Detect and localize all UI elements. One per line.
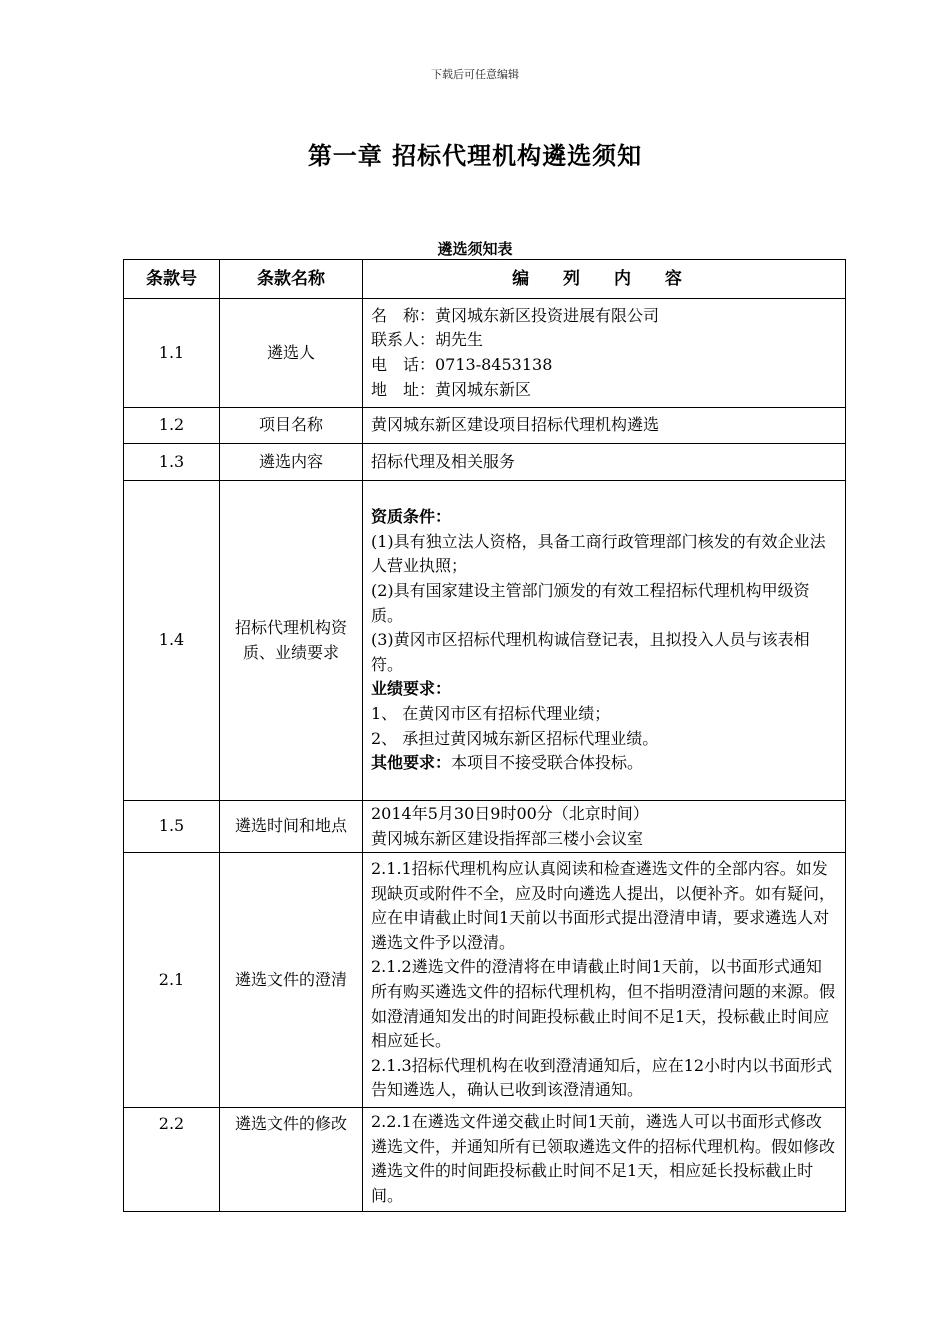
- table-row: [124, 444, 846, 481]
- clause-name: 项目名称: [220, 408, 363, 444]
- column-header-content: 编 列 内 容: [363, 260, 846, 299]
- column-header-clause-name: 条款名称: [220, 260, 363, 299]
- content-line: 名 称：黄冈城东新区投资进展有限公司: [371, 305, 660, 325]
- clause-content: 黄冈城东新区建设项目招标代理机构遴选: [363, 408, 846, 444]
- table-row: [124, 1108, 846, 1212]
- clause-name: 遴选人: [220, 299, 363, 408]
- table-row: [124, 408, 846, 444]
- clause-no: 1.5: [124, 801, 220, 853]
- clause-name: 招标代理机构资质、业绩要求: [220, 481, 363, 801]
- other-text: 本项目不接受联合体投标。: [451, 753, 644, 773]
- content-paragraph: 2.1.2遴选文件的澄清将在申请截止时间1天前，以书面形式通知所有购买遴选文件的招标代理机构，但不指明澄清问题的来源。假如澄清通知发出的时间距投标截止时间不足1天，投标截止时间应相应延长。: [371, 957, 836, 1051]
- clause-no: 2.1: [124, 853, 220, 1108]
- column-header-clause-no: 条款号: [124, 260, 220, 299]
- qualification-heading: 资质条件：: [371, 507, 452, 527]
- performance-heading: 业绩要求：: [371, 679, 452, 699]
- other-heading: 其他要求：: [371, 753, 452, 773]
- clause-no: 1.4: [124, 481, 220, 801]
- content-paragraph: 2.1.3招标代理机构在收到澄清通知后，应在12小时内以书面形式告知遴选人，确认已收到该澄清通知。: [371, 1055, 833, 1100]
- chapter-title: 第一章 招标代理机构遴选须知: [307, 141, 643, 170]
- table-row: [124, 481, 846, 801]
- clause-name: 遴选内容: [220, 444, 363, 481]
- qualification-item: (1)具有独立法人资格，具备工商行政管理部门核发的有效企业法人营业执照；: [371, 531, 826, 576]
- clause-content: [363, 481, 846, 801]
- clause-content: [363, 801, 846, 853]
- clause-content: 招标代理及相关服务: [363, 444, 846, 481]
- clause-name: 遴选文件的澄清: [220, 853, 363, 1108]
- table-row: [124, 299, 846, 408]
- table-row: [124, 853, 846, 1108]
- qualification-item: (2)具有国家建设主管部门颁发的有效工程招标代理机构甲级资质。: [371, 581, 810, 625]
- content-line: 电 话：0713-8453138: [371, 355, 553, 374]
- content-line: 2014年5月30日9时00分（北京时间）: [371, 803, 649, 823]
- content-line: 地 址：黄冈城东新区: [371, 379, 532, 399]
- content-line: 联系人：胡先生: [371, 330, 484, 350]
- clause-name: 遴选文件的修改: [220, 1108, 363, 1212]
- clause-name: 遴选时间和地点: [220, 801, 363, 853]
- clause-no: 2.2: [124, 1108, 220, 1212]
- table-header-row: [124, 260, 846, 299]
- performance-item: 2、 承担过黄冈城东新区招标代理业绩。: [371, 728, 659, 748]
- clause-no: 1.2: [124, 408, 220, 444]
- content-line: 黄冈城东新区建设指挥部三楼小会议室: [371, 828, 644, 848]
- header-note: 下载后可任意编辑: [431, 68, 519, 81]
- notice-table: [123, 259, 846, 1212]
- clause-content: [363, 299, 846, 408]
- performance-item: 1、 在黄冈市区有招标代理业绩；: [371, 703, 611, 723]
- other-requirements: [371, 751, 837, 776]
- clause-no: 1.1: [124, 299, 220, 408]
- clause-content: [363, 853, 846, 1108]
- clause-content: 2.2.1在遴选文件递交截止时间1天前，遴选人可以书面形式修改遴选文件，并通知所有已领取遴选文件的招标代理机构。假如修改遴选文件的时间距投标截止时间不足1天，相应延长投标截止时间。: [363, 1108, 846, 1212]
- table-row: [124, 801, 846, 853]
- table-caption: 遴选须知表: [437, 240, 513, 258]
- qualification-item: (3)黄冈市区招标代理机构诚信登记表，且拟投入人员与该表相符。: [371, 630, 810, 674]
- content-paragraph: 2.1.1招标代理机构应认真阅读和检查遴选文件的全部内容。如发现缺页或附件不全，应及时向遴选人提出，以便补齐。如有疑问，应在申请截止时间1天前以书面形式提出澄清申请，要求遴选人对遴选文件予以澄清。: [371, 859, 836, 952]
- clause-no: 1.3: [124, 444, 220, 481]
